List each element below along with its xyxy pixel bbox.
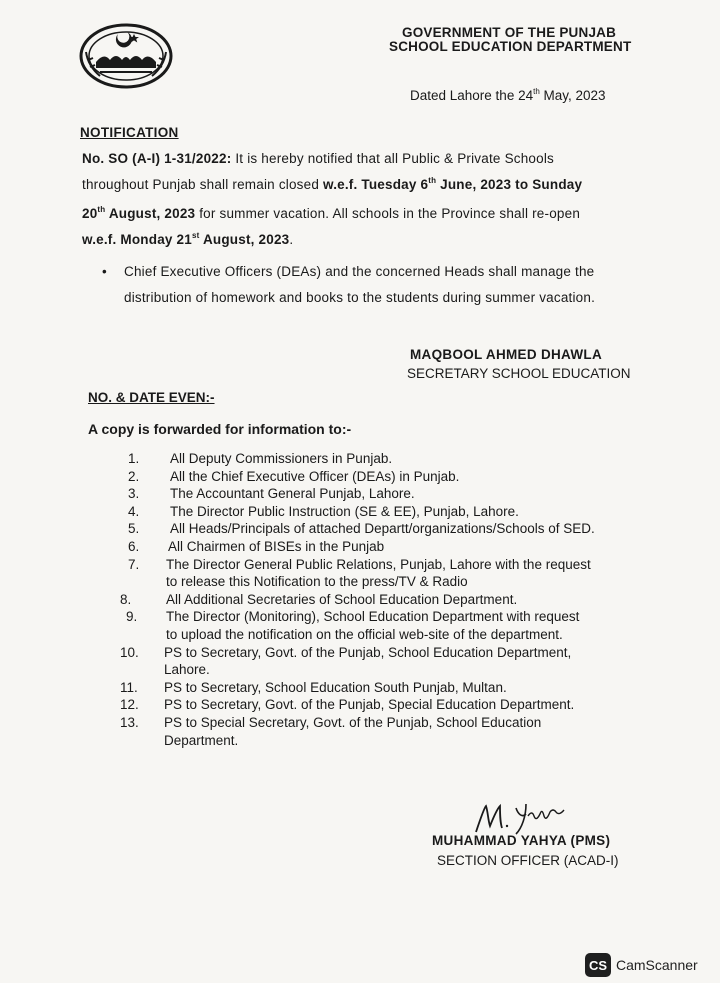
body-line-1 [82,151,554,166]
item-number: 12. [120,697,139,713]
item-text: to release this Notification to the press/TV & Radio [166,574,468,590]
body-text: It is hereby notified that all Public & Private Schools [231,151,555,166]
camscanner-label: CamScanner [616,957,698,973]
item-text: All Heads/Principals of attached Departt/organizations/Schools of SED. [170,521,595,537]
item-number: 5. [128,521,140,537]
section-officer-name: MUHAMMAD YAHYA (PMS) [432,833,611,848]
section-officer-title: SECTION OFFICER (ACAD-I) [437,853,619,868]
item-text: PS to Special Secretary, Govt. of the Punjab, School Education [164,715,542,730]
item-text: The Director Public Instruction (SE & EE), Punjab, Lahore. [170,503,519,519]
item-text: All Deputy Commissioners in Punjab. [170,451,393,466]
bullet-line-1: Chief Executive Officers (DEAs) and the concerned Heads shall manage the [124,264,595,279]
body-text: throughout Punjab shall remain closed [82,177,323,192]
item-text: The Accountant General Punjab, Lahore. [170,486,415,502]
punjab-government-emblem-icon [78,22,174,90]
item-number: 8. [120,591,132,607]
item-text: PS to Secretary, School Education South Punjab, Multan. [164,679,507,695]
notification-heading: NOTIFICATION [80,125,179,140]
item-number: 2. [128,468,140,484]
dated-sup: th [533,87,540,96]
item-text: All Additional Secretaries of School Education Department. [166,591,518,607]
reference-number: No. SO (A-I) 1-31/2022: [82,151,232,166]
item-number: 7. [128,556,140,572]
item-text: All the Chief Executive Officer (DEAs) in Punjab. [170,468,460,484]
body-line-3 [82,206,580,221]
item-number: 11. [120,679,138,695]
bullet-line-2: distribution of homework and books to the students during summer vacation. [124,290,596,305]
item-text: to upload the notification on the official web-site of the department. [166,626,563,642]
body-line-4 [82,232,293,247]
distribution-intro: A copy is forwarded for information to:- [88,421,352,437]
bullet-icon: • [102,264,107,279]
handwritten-signature [470,800,580,836]
item-number: 9. [126,609,138,625]
government-heading: GOVERNMENT OF THE PUNJAB [402,25,617,40]
item-text: PS to Secretary, Govt. of the Punjab, Special Education Department. [164,697,575,713]
item-text: Lahore. [164,662,210,678]
dated-line [410,88,606,103]
body-line-2 [82,177,582,192]
body-text: . [289,232,294,247]
item-text: PS to Secretary, Govt. of the Punjab, School Education Department, [164,644,572,660]
item-number: 13. [120,715,139,730]
body-text: for summer vacation. All schools in the Province shall re-open [195,206,581,221]
item-number: 3. [128,486,140,502]
camscanner-watermark [585,951,698,979]
signatory-name: MAQBOOL AHMED DHAWLA [410,347,602,362]
item-number: 10. [120,644,139,660]
dated-text: Dated Lahore the 24 [410,88,534,103]
dated-month-year: May, 2023 [539,88,606,103]
item-number: 1. [128,451,140,466]
item-text: All Chairmen of BISEs in the Punjab [168,539,385,554]
signatory-title: SECRETARY SCHOOL EDUCATION [407,366,631,381]
closing-date-end: 20th August, 2023 [82,205,196,221]
department-heading: SCHOOL EDUCATION DEPARTMENT [389,39,632,54]
closing-date-start: w.e.f. Tuesday 6th June, 2023 to Sunday [323,176,583,192]
item-text: The Director General Public Relations, Punjab, Lahore with the request [166,556,591,572]
item-text: Department. [164,732,239,748]
reopen-date: w.e.f. Monday 21st August, 2023 [82,231,290,247]
item-number: 4. [128,503,140,519]
item-number: 6. [128,539,140,554]
distribution-heading: NO. & DATE EVEN:- [88,390,215,405]
item-text: The Director (Monitoring), School Education Department with request [166,609,580,625]
camscanner-icon: CS [585,953,611,977]
